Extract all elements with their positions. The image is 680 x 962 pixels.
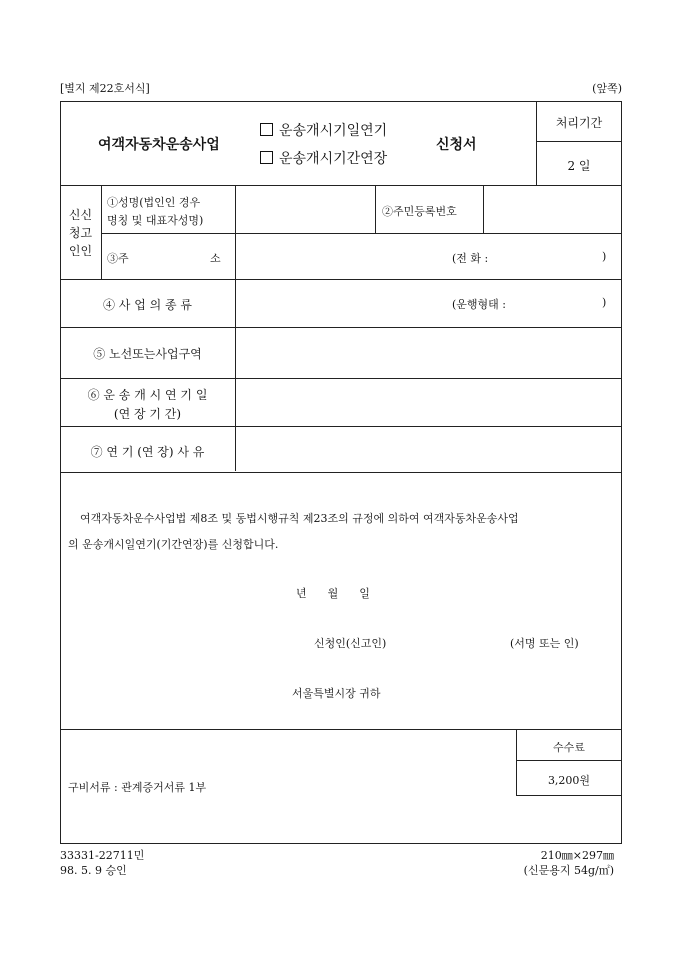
checkbox-icon[interactable] — [260, 123, 273, 136]
business-type-field[interactable] — [236, 280, 436, 326]
declaration-line1: 여객자동차운수사업법 제8조 및 동법시행규칙 제23조의 규정에 의하여 여객자동차운송사업 — [80, 512, 519, 525]
id-label: ②주민등록번호 — [382, 205, 457, 218]
business-type-label: ④ 사 업 의 종 류 — [102, 298, 193, 312]
processing-value: 2 일 — [567, 159, 591, 173]
title-suffix: 신청서 — [436, 137, 477, 153]
paper-type: (신문용지 54g/㎡) — [523, 864, 614, 877]
start-date-label-line2: (연 장 기 간) — [113, 407, 182, 421]
processing-label: 처리기간 — [555, 116, 603, 130]
name-label-line2: 명칭 및 대표자성명) — [107, 214, 204, 227]
address-label-end: 소 — [210, 252, 221, 265]
operation-type-label: (운행형태 : — [452, 298, 506, 311]
option-delay-label: 운송개시기일연기 — [279, 123, 388, 139]
form-label: [별지 제22호서식] — [60, 82, 150, 95]
paper-size: 210㎜×297㎜ — [540, 849, 614, 862]
name-label-line1: ①성명(법인인 경우 — [107, 196, 201, 209]
title-option-extend[interactable] — [260, 148, 387, 168]
phone-label: (전 화 : — [452, 252, 489, 265]
option-extend-label: 운송개시기간연장 — [279, 151, 388, 167]
applicant-group-label: 신신 청고 인인 — [68, 208, 93, 258]
approval-date: 98. 5. 9 승인 — [60, 864, 127, 877]
start-date-field[interactable] — [236, 379, 621, 425]
fee-value: 3,200원 — [547, 774, 591, 787]
form-code: 33331-22711민 — [60, 849, 145, 862]
operation-type-close: ) — [602, 296, 607, 309]
checkbox-icon[interactable] — [260, 151, 273, 164]
reason-label: ⑦ 연 기 (연 장) 사 유 — [90, 445, 205, 459]
phone-close: ) — [602, 250, 607, 263]
route-label: ⑤ 노선또는사업구역 — [93, 347, 202, 361]
declaration-date: 년 월 일 — [296, 587, 370, 600]
required-documents: 구비서류 : 관계증거서류 1부 — [68, 781, 207, 794]
side-label: (앞쪽) — [592, 82, 622, 95]
declaration-line2: 의 운송개시일연기(기간연장)를 신청합니다. — [68, 538, 279, 551]
title-option-delay[interactable] — [260, 120, 387, 140]
address-label: ③주 — [107, 252, 129, 265]
route-field[interactable] — [236, 328, 621, 377]
applicant-signature-label: 신청인(신고인) — [314, 637, 387, 650]
title-main: 여객자동차운송사업 — [98, 137, 220, 153]
start-date-label-line1: ⑥ 운 송 개 시 연 기 일 — [87, 388, 208, 402]
fee-label: 수수료 — [553, 741, 585, 754]
signature-hint: (서명 또는 인) — [510, 637, 579, 650]
reason-field[interactable] — [236, 427, 621, 471]
recipient: 서울특별시장 귀하 — [292, 687, 381, 700]
